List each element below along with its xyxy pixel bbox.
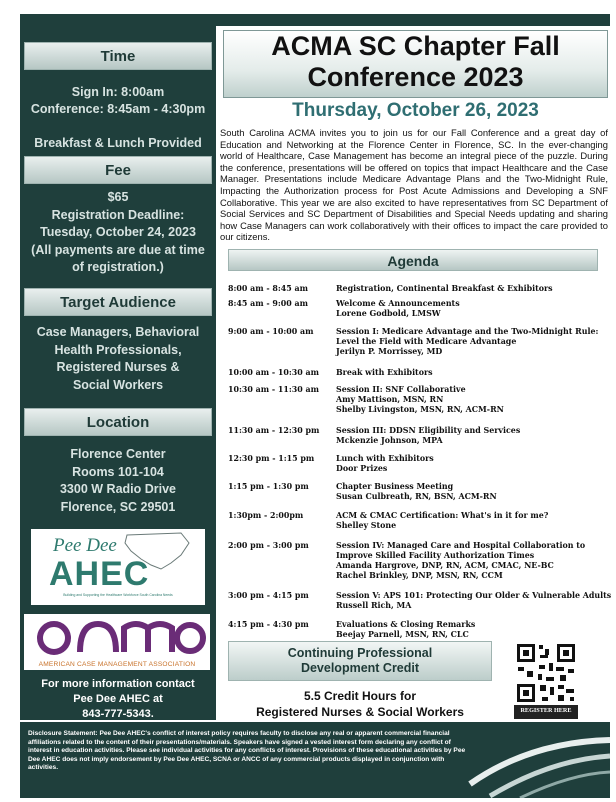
title-line-2: Conference 2023 [307,62,524,92]
agenda-time: 2:00 pm - 3:00 pm [228,541,309,550]
qr-code-icon [514,641,578,705]
agenda-description [336,385,608,415]
sign-in-time: Sign In: 8:00am [71,85,165,99]
agenda-description [336,284,608,294]
disclosure-statement: Disclosure Statement: Pee Dee AHEC's conflict of interest policy requires faculty to disclose any real or apparent commercial financial affiliations related to the content of their presentations/materials. Speakers have signed a vested interest form declaring any conflict of interest in education activities. Please see individual activities for any conflicts of interest. Provisions of these educational activities by Pee Dee AHEC does not imply endorsement by Pee Dee AHEC, SCNA or ANCC of any commercial products displayed in conjunction with activities. [28,730,466,772]
agenda-line: Mckenzie Johnson, MPA [336,436,443,445]
swoosh-decoration-icon [460,722,610,798]
agenda-line: Amanda Hargrove, DNP, RN, ACM, CMAC, NE-BC [336,561,554,570]
agenda-line: Rachel Brinkley, DNP, MSN, RN, CCM [336,571,503,580]
ahec-name-top: Pee Dee [53,535,117,556]
agenda-line: Level the Field with Medicare Advantage [336,337,517,346]
agenda-line: Amy Mattison, MSN, RN [336,395,444,404]
credit-hours [228,688,492,720]
agenda-line: Lunch with Exhibitors [336,454,434,463]
agenda-description [336,454,608,474]
agenda-line: Beejay Parnell, MSN, RN, CLC [336,630,469,639]
agenda-time: 12:30 pm - 1:15 pm [228,454,315,463]
pee-dee-ahec-logo [31,529,205,605]
meals-note: Breakfast & Lunch Provided [34,136,202,150]
agenda-time: 8:00 am - 8:45 am [228,284,308,293]
agenda-description [336,426,608,446]
agenda-time: 4:15 pm - 4:30 pm [228,620,309,629]
agenda-description [336,541,608,581]
agenda-line: Susan Culbreath, RN, BSN, ACM-RN [336,492,497,501]
audience-details [24,324,212,394]
credit-hours-line-2: Registered Nurses & Social Workers [256,705,464,719]
contact-info [24,677,212,722]
agenda-time: 8:45 am - 9:00 am [228,299,308,308]
audience-line: Health Professionals, [54,342,182,357]
acma-logo [24,614,210,670]
sidebar [20,26,216,720]
conference-time: Conference: 8:45am - 4:30pm [30,102,206,116]
cpd-line-2: Development Credit [300,661,420,675]
contact-line: For more information contact [41,678,195,690]
agenda-description [336,482,608,502]
agenda-line: Session IV: Managed Care and Hospital Collaboration to [336,541,586,550]
registration-deadline-label: Registration Deadline: [51,207,185,222]
venue-city: Florence, SC 29501 [60,499,176,514]
agenda-line: Evaluations & Closing Remarks [336,620,476,629]
agenda-time: 10:00 am - 10:30 am [228,368,319,377]
agenda-description [336,511,608,531]
time-spacer [24,118,212,135]
top-bar [20,14,610,26]
register-qr-code[interactable] [514,641,578,719]
time-heading: Time [24,42,212,70]
agenda-line: Chapter Business Meeting [336,482,454,491]
agenda-line: Lorene Godbold, LMSW [336,309,441,318]
qr-caption: REGISTER HERE [520,707,572,714]
location-heading: Location [24,408,212,436]
agenda-description [336,368,608,378]
contact-line: Pee Dee AHEC at [73,693,163,705]
agenda-description [336,299,608,319]
agenda-line: ACM & CMAC Certification: What's in it for me? [336,511,549,520]
fee-heading: Fee [24,156,212,184]
acma-wordmark-icon [24,614,210,658]
event-date: Thursday, October 26, 2023 [292,100,539,121]
audience-heading: Target Audience [24,288,212,316]
cpd-credit-banner [228,641,492,681]
time-details [24,84,212,152]
agenda-line: Session II: SNF Collaborative [336,385,466,394]
agenda-description [336,620,608,640]
agenda-time: 10:30 am - 11:30 am [228,385,319,394]
credit-hours-line-1: 5.5 Credit Hours for [303,689,417,703]
agenda-description [336,327,608,357]
agenda-line: Door Prizes [336,464,388,473]
title-line-1: ACMA SC Chapter Fall [271,31,560,61]
ahec-tagline: Building and Supporting the Healthcare Workforce South Carolina Needs [63,593,173,597]
agenda-line: Session I: Medicare Advantage and the Two-Midnight Rule: [336,327,599,336]
fee-details [24,189,212,277]
agenda-line: Break with Exhibitors [336,368,433,377]
agenda-line: Shelley Stone [336,521,397,530]
fee-amount: $65 [107,190,129,204]
registration-deadline-date: Tuesday, October 24, 2023 [40,225,196,239]
agenda-line: Shelby Livingston, MSN, RN, ACM-RN [336,405,504,414]
location-details [24,446,212,516]
venue-street: 3300 W Radio Drive [59,482,176,496]
audience-line: Case Managers, Behavioral [36,325,200,339]
agenda-time: 1:30pm - 2:00pm [228,511,304,520]
agenda-line: Welcome & Announcements [336,299,460,308]
payment-note-line2: of registration.) [72,260,164,274]
agenda-description [336,591,612,611]
ahec-name-bottom: AHEC [49,555,150,593]
payment-note-line1: (All payments are due at time [31,242,205,257]
intro-paragraph: South Carolina ACMA invites you to join us for our Fall Conference and a great day of Education and Networking at the Florence Center in Florence, SC. In the ever-changing world of Healthcare, Case Management has become an integral piece of the puzzle. During the conference, presentations will be offered on topics that impact Healthcare and the Case Manager. Presentations include Medicare Advantage Plans and the Two-Midnight Rule, Impacting the Authorization process for Post Acute Admissions and Developing a SNF Collaborative. This year we are also excited to have representatives from SC Department of Social Services and SC Department of Disabilities and Special Needs updating and sharing how Case Managers can work collaboratively with their offices to impact the care provided to our citizens. [220,127,608,243]
audience-line: Social Workers [72,377,164,392]
agenda-line: Session III: DDSN Eligibility and Services [336,426,521,435]
agenda-line: Session V: APS 101: Protecting Our Older & Vulnerable Adults [336,591,612,600]
venue-rooms: Rooms 101-104 [72,464,164,479]
venue-name: Florence Center [70,447,166,461]
agenda-line: Russell Rich, MA [336,601,412,610]
agenda-line: Improve Skilled Facility Authorization Times [336,551,535,560]
contact-phone: 843-777-5343. [82,708,154,720]
agenda-line: Jerilyn P. Morrissey, MD [336,347,443,356]
acma-full-name: AMERICAN CASE MANAGEMENT ASSOCIATION [24,659,210,670]
agenda-line: Registration, Continental Breakfast & Exhibitors [336,284,553,293]
agenda-time: 11:30 am - 12:30 pm [228,426,320,435]
cpd-line-1: Continuing Professional [287,646,433,660]
audience-line: Registered Nurses & [56,360,180,374]
agenda-time: 1:15 pm - 1:30 pm [228,482,309,491]
agenda-time: 9:00 am - 10:00 am [228,327,314,336]
agenda-heading: Agenda [228,249,598,271]
title-banner [223,30,608,98]
agenda-time: 3:00 pm - 4:15 pm [228,591,309,600]
